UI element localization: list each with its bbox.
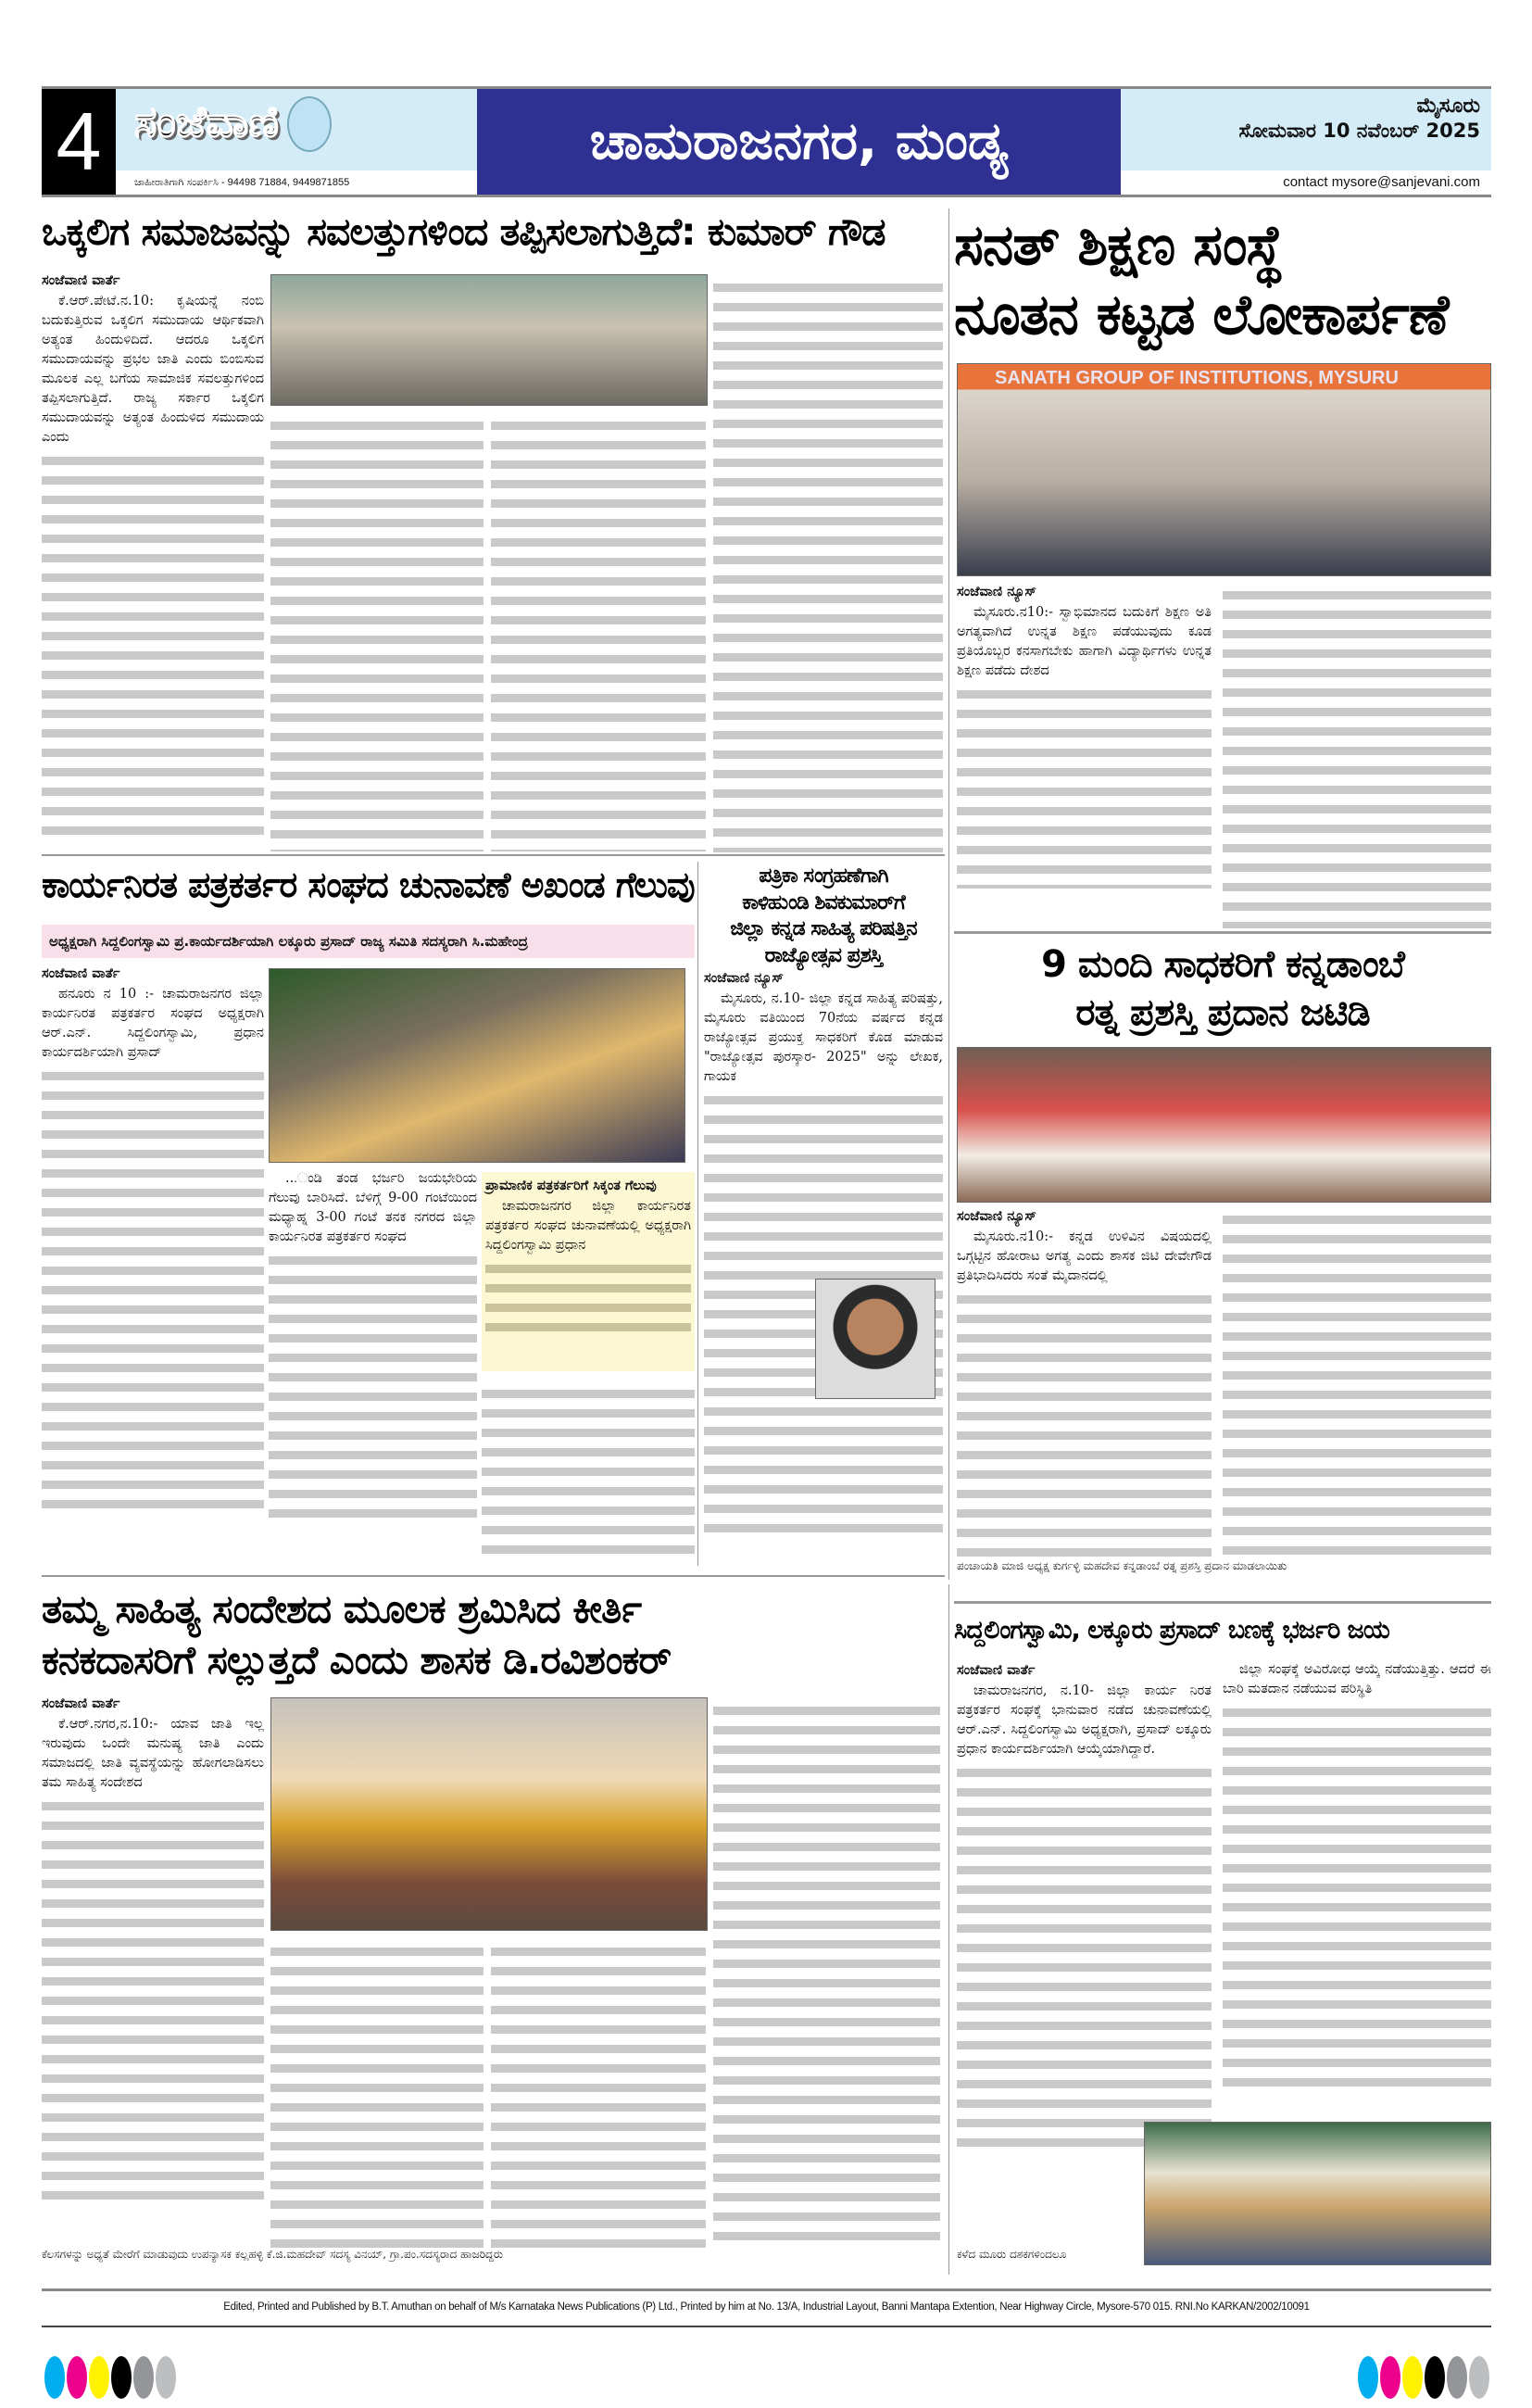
article-kannadambe-col1 [957, 1206, 1212, 1572]
article-text: ಜಿಲ್ಲಾ ಸಂಘಕ್ಕೆ ಅವಿರೋಧ ಆಯ್ಕೆ ನಡೆಯುತ್ತಿತ್ತು. ಆದರೆ ಈ ಬಾರಿ ಮತದಾನ ನಡೆಯುವ ಪರಿಸ್ಥಿತಿ [1223, 1662, 1491, 1697]
headline-line: 9 ಮಂದಿ ಸಾಧಕರಿಗೆ ಕನ್ನಡಾಂಬೆ [1041, 943, 1404, 986]
article-kanakadasa-tail: ಕೆಲಸಗಳನ್ನು ಅಧ್ಯತೆ ಮೇರೆಗೆ ಮಾಡುವುದು ಉಪನ್ಯಾಸಕ ಕಲ್ಲಹಳ್ಳಿ ಕೆ.ಜಿ.ಮಹದೇವ್ ಸದಸ್ಯ ವಿನಯ್, ಗ್ರಾ.ಪಂ.ಸದಸ್ಯರಾದ ಹಾಜರಿದ್ದರು [42, 2248, 504, 2261]
text-lines [957, 1290, 1212, 1568]
headline-line: ರಾಜ್ಯೋತ್ಸವ ಪ್ರಶಸ್ತಿ [764, 943, 883, 967]
gray-dot [1447, 2356, 1467, 2399]
headline-line: ತಮ್ಮ ಸಾಹಿತ್ಯ ಸಂದೇಶದ ಮೂಲಕ ಶ್ರಮಿಸಿದ ಕೀರ್ತಿ [42, 1586, 642, 1632]
region-title: ಚಾಮರಾಜನಗರ, ಮಂಡ್ಯ [477, 89, 1121, 195]
article-lead: ಮೈಸೂರು, ನ.10- ಜಿಲ್ಲಾ ಕನ್ನಡ ಸಾಹಿತ್ಯ ಪರಿಷತ್ತು, ಮೈಸೂರು ವತಿಯಿಂದ 70ನೆಯ ವರ್ಷದ ಕನ್ನಡ ರಾಜ್ಯೋತ್ಸವ ಪ್ರಯುಕ್ತ ಸಾಧಕರಿಗೆ ಕೊಡ ಮಾಡುವ "ರಾಜ್ಯೋತ್ಸವ ಪುರಸ್ಕಾರ- 2025" ಅನ್ನು ಲೇಖಕ, ಗಾಯಕ [704, 991, 943, 1085]
headline-line: ಕನಕದಾಸರಿಗೆ ಸಲ್ಲುತ್ತದೆ ಎಂದು ಶಾಸಕ ಡಿ.ರವಿಶಂಕರ್ [42, 1636, 672, 1683]
article-vokkaliga-col1 [42, 271, 264, 850]
article-lead: ಹನೂರು ನ 10 :- ಚಾಮರಾಜನಗರ ಜಿಲ್ಲಾ ಕಾರ್ಯನಿರತ ಪತ್ರಕರ್ತರ ಸಂಘದ ಅಧ್ಯಕ್ಷರಾಗಿ ಆರ್.ಎನ್. ಸಿದ್ದಲಿಂಗಸ್ವಾಮಿ, ಪ್ರಧಾನ ಕಾರ್ಯದರ್ಶಿಯಾಗಿ ಪ್ರಸಾದ್ [42, 987, 264, 1061]
photo-sanath-inauguration [957, 363, 1491, 576]
page-number: 4 [42, 89, 116, 195]
article-kannadambe-tail: ಪಂಚಾಯತಿ ಮಾಜಿ ಅಧ್ಯಕ್ಷ ಕುರ್ಗಳ್ಳಿ ಮಹದೇವ ಕನ್ನಡಾಂಬೆ ರತ್ನ ಪ್ರಶಸ್ತಿ ಪ್ರದಾನ ಮಾಡಲಾಯಿತು [957, 1559, 1287, 1572]
article-kanakadasa-col1 [42, 1694, 264, 2245]
subheadline-union: ಅಧ್ಯಕ್ಷರಾಗಿ ಸಿದ್ದಲಿಂಗಸ್ವಾಮಿ ಪ್ರ.ಕಾರ್ಯದರ್ಶಿಯಾಗಿ ಲಕ್ಕೂರು ಪ್ರಸಾದ್ ರಾಜ್ಯ ಸಮಿತಿ ಸದಸ್ಯರಾಗಿ ಸಿ.ಮಹೇಂದ್ರ [49, 933, 528, 950]
text-lines [42, 451, 264, 840]
text-lines [42, 1797, 264, 2204]
headline-siddalinga: ಸಿದ್ದಲಿಂಗಸ್ವಾಮಿ, ಲಕ್ಕೂರು ಪ್ರಸಾದ್ ಬಣಕ್ಕೆ ಭರ್ಜರಿ ಜಯ [954, 1616, 1389, 1645]
text-lines [713, 1701, 940, 2248]
magenta-dot [67, 2356, 87, 2399]
dove-emblem-icon [287, 96, 332, 152]
ad-contact: ಜಾಹೀರಾತಿಗಾಗಿ ಸಂಪರ್ಕಿಸಿ - 94498 71884, 9449871855 [116, 170, 477, 195]
article-lead: ಮೈಸೂರು.ನ10:- ಸ್ವಾಭಿಮಾನದ ಬದುಕಿಗೆ ಶಿಕ್ಷಣ ಅತಿ ಅಗತ್ಯವಾಗಿದೆ ಉನ್ನತ ಶಿಕ್ಷಣ ಪಡೆಯುವುದು ಕೂಡ ಪ್ರತಿಯೊಬ್ಬರ ಕನಸಾಗಬೇಕು ಹಾಗಾಗಿ ವಿದ್ಯಾರ್ಥಿಗಳು ಉನ್ನತ ಶಿಕ್ಷಣ ಪಡೆದು ದೇಶದ [957, 605, 1212, 679]
text-lines [1223, 586, 1491, 928]
article-sanath-col1 [957, 582, 1212, 927]
text-lines [957, 1763, 1212, 2152]
column-divider [697, 862, 698, 1566]
edition-date: ಸೋಮವಾರ 10 ನವೆಂಬರ್ 2025 [1238, 120, 1480, 142]
text-lines [491, 416, 706, 851]
cyan-dot [1358, 2356, 1378, 2399]
logo-text: ಸಂಜೆವಾಣಿ [134, 96, 279, 146]
article-siddalinga-col2 [1223, 1660, 1491, 2114]
contact-email[interactable]: contact mysore@sanjevani.com [1121, 170, 1491, 195]
black-dot [1425, 2356, 1445, 2399]
headline-sanath [954, 211, 1491, 350]
text-lines [1223, 1210, 1491, 1557]
registration-marks-left [44, 2356, 176, 2399]
headline-line: ನೂತನ ಕಟ್ಟಡ ಲೋಕಾರ್ಪಣೆ [954, 283, 1449, 347]
gray-dot [133, 2356, 154, 2399]
cyan-dot [44, 2356, 65, 2399]
headline-line: ಪತ್ರಿಕಾ ಸಂಗ್ರಹಣೆಗಾಗಿ [759, 864, 888, 888]
section-rule [954, 1601, 1491, 1604]
footer-rule [42, 2288, 1491, 2291]
text-lines [485, 1259, 691, 1333]
byline: ಸಂಜೆವಾಣಿ ನ್ಯೂಸ್ [957, 1208, 1036, 1224]
photo-vokkaliga-meeting [270, 274, 708, 406]
headline-siddalinga-wrap [954, 1617, 1491, 1645]
photo-kanakadasa-event [270, 1697, 708, 1931]
footer-imprint: Edited, Printed and Published by B.T. Amuthan on behalf of M/s Karnataka News Publications (P) Ltd., Printed by him at No. 13/A, Industrial Layout, Banni Mantapa Extention, Near Highway Circle, Mysore-570 015. RNI.No KARKAN/2002/10091 [223, 2301, 1310, 2313]
box-title: ಪ್ರಾಮಾಣಿಕ ಪತ್ರಕರ್ತರಿಗೆ ಸಿಕ್ಕಂತ ಗೆಲುವು [485, 1178, 657, 1193]
edition-city: ಮೈಸೂರು [1416, 95, 1480, 118]
newspaper-logo [116, 89, 477, 195]
photo-kalihundi-portrait [815, 1279, 936, 1399]
article-siddalinga-tail: ಕಳೆದ ಮೂರು ದಶಕಗಳಿಂದಲೂ [957, 2248, 1067, 2261]
byline: ಸಂಜೆವಾಣಿ ವಾರ್ತೆ [42, 1696, 120, 1711]
section-rule [42, 854, 945, 856]
text-lines [269, 1251, 477, 1529]
byline: ಸಂಜೆವಾಣಿ ವಾರ್ತೆ [42, 965, 120, 981]
headline-line: ಜಿಲ್ಲಾ ಕನ್ನಡ ಸಾಹಿತ್ಯ ಪರಿಷತ್ತಿನ [730, 917, 917, 941]
article-lead: ಕೆ.ಆರ್.ಪೇಟೆ.ನ.10: ಕೃಷಿಯನ್ನೆ ನಂಬಿ ಬದುಕುತ್ತಿರುವ ಒಕ್ಕಲಿಗ ಸಮುದಾಯ ಆರ್ಥಿಕವಾಗಿ ಅತ್ಯಂತ ಹಿಂದುಳಿದಿದೆ. ಆದರೂ ಒಕ್ಕಲಿಗ ಸಮುದಾಯವನ್ನು ಪ್ರಭಲ ಜಾತಿ ಎಂದು ಬಿಂಬಿಸುವ ಮೂಲಕ ಎಲ್ಲ ಬಗೆಯ ಸಾಮಾಜಿಕ ಸವಲತ್ತುಗಳಿಂದ ತಪ್ಪಿಸಲಾಗುತ್ತಿದೆ. ರಾಜ್ಯ ಸರ್ಕಾರ ಒಕ್ಕಲಿಗ ಸಮುದಾಯವನ್ನು ಅತ್ಯಂತ ಹಿಂದುಳಿದ ಸಮುದಾಯ ಎಂದು [42, 294, 264, 446]
black-dot [111, 2356, 132, 2399]
highlight-box [482, 1172, 695, 1371]
headline-kannadambe [954, 940, 1491, 1037]
article-kalihundi [704, 968, 943, 1566]
article-union-col1 [42, 964, 264, 1566]
photo-union-celebration [269, 968, 685, 1163]
byline: ಸಂಜೆವಾಣಿ ವಾರ್ತೆ [957, 1662, 1036, 1678]
text-lines [42, 1066, 264, 1511]
headline-union-election-wrap [42, 866, 695, 920]
text-lines [957, 685, 1212, 889]
photo-journalists-group [1144, 2122, 1491, 2265]
headline-kalihundi [702, 864, 945, 969]
headline-vokkaliga: ಒಕ್ಕಲಿಗ ಸಮಾಜವನ್ನು ಸವಲತ್ತುಗಳಿಂದ ತಪ್ಪಿಸಲಾಗುತ್ತಿದೆ: ಕುಮಾರ್ ಗೌಡ [42, 209, 885, 254]
article-lead: ಮೈಸೂರು.ನ10:- ಕನ್ನಡ ಉಳಿವಿನ ವಿಷಯದಲ್ಲಿ ಒಗ್ಗಟ್ಟಿನ ಹೋರಾಟ ಅಗತ್ಯ ಎಂದು ಶಾಸಕ ಜಿಟಿ ದೇವೇಗೌಡ ಪ್ರತಿಭಾದಿಸಿದರು ಸಂತೆ ಮೈದಾನದಲ್ಲಿ [957, 1229, 1212, 1284]
text-lines [491, 1942, 706, 2248]
headline-line: ಕಾಳಿಹುಂಡಿ ಶಿವಕುಮಾರ್‌ಗೆ [742, 890, 905, 914]
registration-marks-right [1358, 2356, 1489, 2399]
light-gray-dot [156, 2356, 176, 2399]
light-gray-dot [1469, 2356, 1489, 2399]
headline-kanakadasa [42, 1584, 945, 1685]
subheadline-union-box [42, 925, 695, 958]
photo-award-ceremony [957, 1047, 1491, 1203]
headline-line: ರತ್ನ ಪ್ರಶಸ್ತಿ ಪ್ರದಾನ ಜಟಿಡಿ [1075, 991, 1370, 1034]
text-lines [270, 416, 483, 851]
masthead-rule-bottom [42, 195, 1491, 197]
article-lead: ಕೆ.ಆರ್.ನಗರ,ನ.10:- ಯಾವ ಜಾತಿ ಇಲ್ಲ ಇರುವುದು ಒಂದೇ ಮನುಷ್ಯ ಜಾತಿ ಎಂದು ಸಮಾಜದಲ್ಲಿ ಜಾತಿ ವ್ಯವಸ್ಥೆಯನ್ನು ಹೋಗಲಾಡಿಸಲು ತಮ ಸಾಹಿತ್ಯ ಸಂದೇಶದ [42, 1717, 264, 1791]
yellow-dot [89, 2356, 109, 2399]
article-lead: ಚಾಮರಾಜನಗರ, ನ.10- ಜಿಲ್ಲಾ ಕಾರ್ಯ ನಿರತ ಪತ್ರಕರ್ತರ ಸಂಘಕ್ಕೆ ಭಾನುವಾರ ನಡೆದ ಚುನಾವಣೆಯಲ್ಲಿ ಆರ್.ಎನ್. ಸಿದ್ದಲಿಂಗಸ್ವಾಮಿ ಅಧ್ಯಕ್ಷರಾಗಿ, ಪ್ರಸಾದ್ ಲಕ್ಕೂರು ಪ್ರಧಾನ ಕಾರ್ಯದರ್ಶಿಯಾಗಿ ಆಯ್ಕೆಯಾಗಿದ್ದಾರೆ. [957, 1683, 1212, 1758]
article-text: ...ಂಡಿ ತಂಡ ಭರ್ಜರಿ ಜಯಭೇರಿಯ ಗೆಲುವು ಬಾರಿಸಿದೆ. ಬೆಳಿಗ್ಗೆ 9-00 ಗಂಟೆಯಿಂದ ಮಧ್ಯಾಹ್ನ 3-00 ಗಂಟೆ ತನಕ ನಗರದ ಜಿಲ್ಲಾ ಕಾರ್ಯನಿರತ ಪತ್ರಕರ್ತರ ಸಂಘದ [269, 1171, 477, 1245]
edition-info [1121, 89, 1491, 195]
section-rule [42, 1575, 945, 1577]
text-lines [270, 1942, 483, 2248]
section-rule [954, 931, 1491, 934]
article-union-col2 [269, 1169, 477, 1563]
headline-vokkaliga-wrap [42, 211, 945, 253]
text-lines [1223, 1703, 1491, 2092]
text-lines [713, 278, 943, 852]
byline: ಸಂಜೆವಾಣಿ ವಾರ್ತೆ [42, 272, 120, 288]
byline: ಸಂಜೆವಾಣಿ ನ್ಯೂಸ್ [704, 970, 784, 986]
banner-text: SANATH GROUP OF INSTITUTIONS, MYSURU [995, 368, 1399, 388]
magenta-dot [1380, 2356, 1400, 2399]
footer-rule-bottom [42, 2326, 1491, 2327]
column-divider [948, 208, 949, 1580]
yellow-dot [1402, 2356, 1423, 2399]
headline-line: ಸನತ್ ಶಿಕ್ಷಣ ಸಂಸ್ಥೆ [954, 213, 1283, 278]
column-divider [948, 1584, 949, 2275]
headline-union-election: ಕಾರ್ಯನಿರತ ಪತ್ರಕರ್ತರ ಸಂಘದ ಚುನಾವಣೆ ಅಖಂಡ ಗೆಲುವು [42, 864, 695, 905]
byline: ಸಂಜೆವಾಣಿ ನ್ಯೂಸ್ [957, 584, 1036, 599]
box-text: ಚಾಮರಾಜನಗರ ಜಿಲ್ಲಾ ಕಾರ್ಯನಿರತ ಪತ್ರಕರ್ತರ ಸಂಘದ ಚುನಾವಣೆಯಲ್ಲಿ ಅಧ್ಯಕ್ಷರಾಗಿ ಸಿದ್ದಲಿಂಗಸ್ವಾಮಿ ಪ್ರಧಾನ [485, 1199, 691, 1254]
text-lines [482, 1384, 695, 1565]
